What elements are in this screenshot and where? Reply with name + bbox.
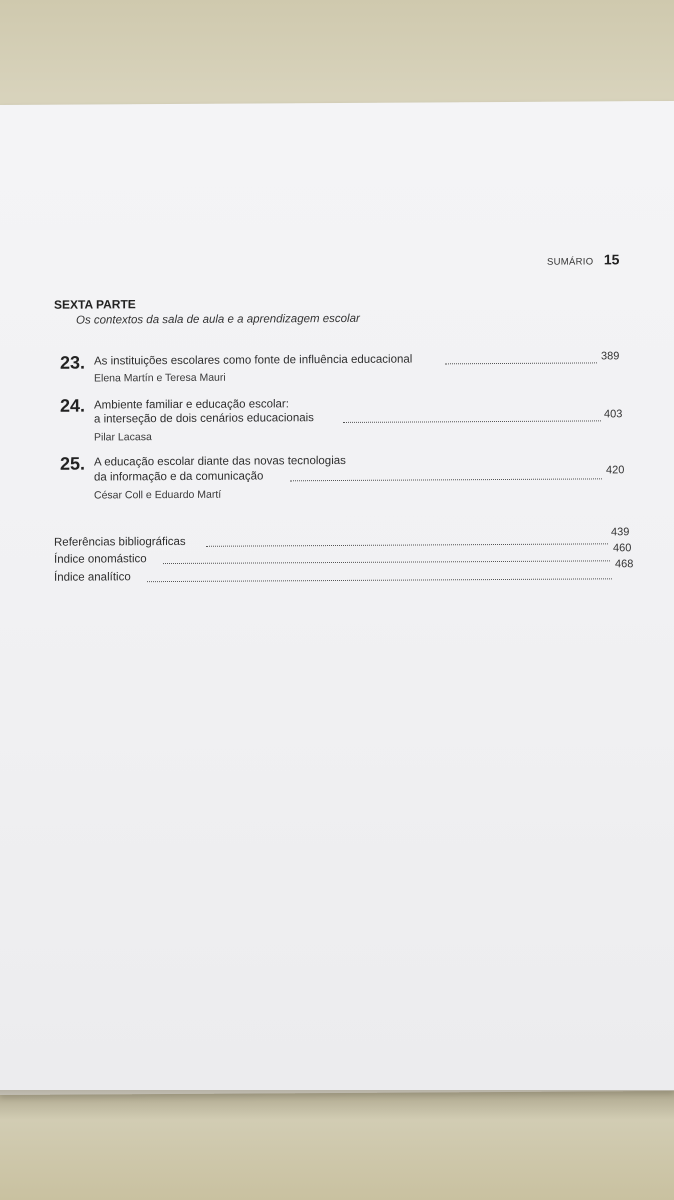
back-matter-label: Índice analítico — [54, 571, 131, 584]
chapter-page: 389 — [601, 350, 620, 363]
chapter-title-line: a interseção de dois cenários educacionais — [94, 412, 314, 426]
back-matter-page: 439 — [611, 526, 630, 539]
part-title: SEXTA PARTE — [54, 297, 136, 312]
chapter-author: Elena Martín e Teresa Mauri — [94, 371, 226, 385]
dot-leader — [445, 362, 597, 364]
part-subtitle: Os contextos da sala de aula e a aprendizagem escolar — [76, 312, 360, 327]
back-matter-label: Índice onomástico — [54, 553, 147, 566]
chapter-title-line: da informação e da comunicação — [94, 470, 264, 484]
back-matter-page: 468 — [615, 558, 634, 571]
dot-leader — [147, 578, 612, 582]
header-label: SUMÁRIO — [547, 256, 594, 268]
chapter-number: 24. — [60, 395, 86, 416]
running-header — [547, 251, 619, 269]
back-matter-label: Referências bibliográficas — [54, 535, 186, 549]
chapter-author: César Coll e Eduardo Martí — [94, 488, 222, 502]
chapter-title-line: As instituições escolares como fonte de influência educacional — [94, 353, 413, 368]
header-page-number: 15 — [603, 251, 620, 268]
chapter-page: 403 — [604, 408, 623, 421]
chapter-author: Pilar Lacasa — [94, 431, 152, 444]
dot-leader — [206, 543, 608, 546]
page-content — [0, 101, 674, 1095]
chapter-page: 420 — [606, 464, 625, 477]
dot-leader — [163, 560, 610, 564]
chapter-number: 23. — [60, 352, 86, 373]
chapter-title-line: A educação escolar diante das novas tecnologias — [94, 454, 346, 469]
book-page — [0, 101, 674, 1095]
page-edge-shadow — [0, 1090, 674, 1120]
back-matter-page: 460 — [613, 542, 632, 555]
dot-leader — [290, 478, 602, 481]
dot-leader — [343, 420, 601, 423]
chapter-title-line: Ambiente familiar e educação escolar: — [94, 398, 289, 412]
chapter-number: 25. — [60, 453, 86, 474]
